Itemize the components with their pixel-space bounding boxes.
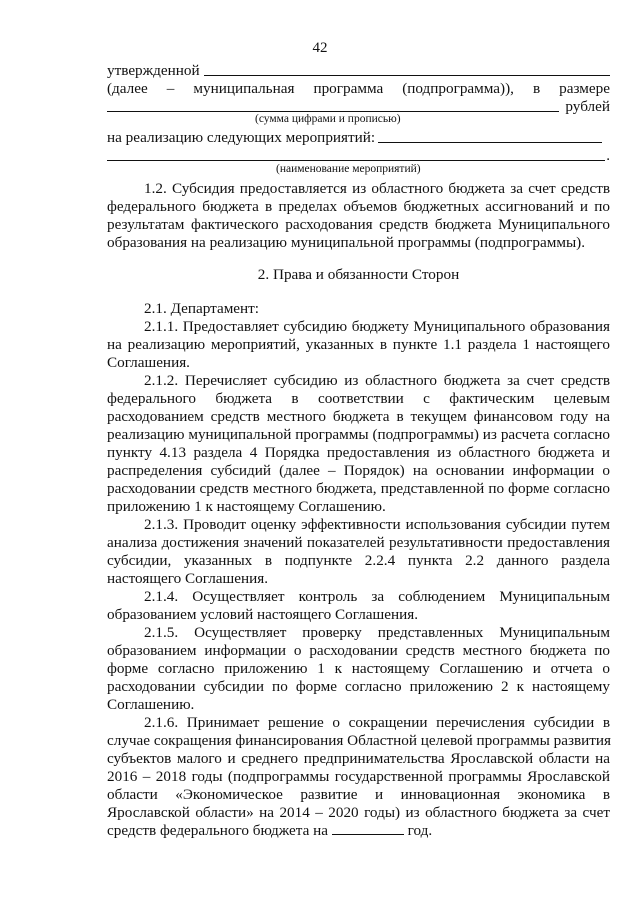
para-2-1-5-line-2: образованием информации о расходовании средств местного бюджета по (107, 642, 610, 659)
para-2-1-6-line-3: субъектов малого и среднего предпринимательства Ярославской области на (107, 750, 610, 767)
para-2-1-5-line-5: Соглашению. (107, 696, 195, 713)
para-2-1-6-line-7 (107, 822, 610, 839)
para-2-1-6-line-1: 2.1.6. Принимает решение о сокращении перечисления субсидии в (144, 714, 610, 731)
para-2-1-2-line-1: 2.1.2. Перечисляет субсидию из областного бюджета за счет средств (144, 372, 610, 389)
para-1-2-line-2: федерального бюджета в пределах объемов бюджетных ассигнований и по (107, 198, 610, 215)
events-label: на реализацию следующих мероприятий: (107, 129, 376, 146)
para-2-1-6-line-5: области «Экономическое развитие и инновационная экономика в (107, 786, 610, 803)
page-number: 42 (312, 40, 328, 56)
approved-label: утвержденной (107, 62, 200, 79)
hereinafter-word-2: – (166, 80, 175, 97)
para-2-1-3-line-1: 2.1.3. Проводит оценку эффективности использования субсидии путем (144, 516, 610, 533)
events-line-end (107, 147, 610, 164)
amount-caption: (сумма цифрами и прописью) (255, 113, 401, 125)
events-period: . (606, 147, 610, 164)
approved-line (107, 62, 610, 79)
events-caption: (наименование мероприятий) (276, 163, 421, 175)
program-name-blank (204, 75, 610, 76)
para-2-1-2-line-8: приложению 1 к настоящему Соглашению. (107, 498, 386, 515)
hereinafter-word-6: в (532, 80, 541, 97)
para-1-2-line-4: образования на реализацию муниципальной программы (подпрограммы). (107, 234, 586, 251)
year-blank (332, 822, 404, 835)
events-line (107, 129, 610, 146)
hereinafter-word-3: муниципальная (193, 80, 295, 97)
para-2-1-2-line-5: пункту 4.13 раздела 4 Порядка предоставления из областного бюджета и (107, 444, 610, 461)
para-1-2-line-3: результатам фактического расходования средств бюджета Муниципального (107, 216, 610, 233)
para-2-1-6-line-4: 2016 – 2018 годы (подпрограммы государственной программы Ярославской (107, 768, 610, 785)
para-2-1-3-line-2: анализа достижения значений показателей результативности предоставления (107, 534, 610, 551)
section-2-title: 2. Права и обязанности Сторон (257, 266, 460, 283)
para-2-1-2-line-6: распределения субсидий (далее – Порядок) на основании информации о (107, 462, 610, 479)
para-2-1-1-line-1: 2.1.1. Предоставляет субсидию бюджету Муниципального образования (144, 318, 610, 335)
para-2-1-6-last-end: год. (407, 822, 433, 839)
para-2-1-3-line-4: настоящего Соглашения. (107, 570, 268, 587)
para-2-1-2-line-7: расходовании средств местного бюджета, представленной по форме согласно (107, 480, 610, 497)
hereinafter-word-4: программа (313, 80, 384, 97)
para-2-1-1-line-3: Соглашения. (107, 354, 190, 371)
para-2-1-6-line-2: случае сокращения финансирования Областной целевой программы развития (107, 732, 612, 749)
hereinafter-word-5: (подпрограмма)), (402, 80, 514, 97)
para-2-1-6-last-start: средств федерального бюджета на (107, 822, 329, 839)
para-2-1-5-line-3: форме согласно приложению 1 к настоящему Соглашению и отчета о (107, 660, 610, 677)
para-2-1-4-line-1: 2.1.4. Осуществляет контроль за соблюдением Муниципальным (144, 588, 610, 605)
hereinafter-line (107, 80, 610, 97)
para-2-1-2-line-4: реализацию муниципальной программы (подпрограммы) из расчета согласно (107, 426, 610, 443)
para-2-1-4-line-2: образованием условий настоящего Соглашения. (107, 606, 418, 623)
rubles-label: рублей (565, 98, 610, 115)
hereinafter-word-1: (далее (107, 80, 148, 97)
para-2-1-1-line-2: на реализацию мероприятий, указанных в пункте 1.1 раздела 1 настоящего (107, 336, 610, 353)
para-1-2-line-1: 1.2. Субсидия предоставляется из областного бюджета за счет средств (144, 180, 610, 197)
para-2-1: 2.1. Департамент: (144, 300, 260, 317)
para-2-1-5-line-1: 2.1.5. Осуществляет проверку представленных Муниципальным (144, 624, 610, 641)
events-blank-1 (378, 142, 602, 143)
para-2-1-5-line-4: расходовании субсидии по форме согласно приложению 2 к настоящему (107, 678, 610, 695)
para-2-1-2-line-2: федерального бюджета в соответствии с фактическим целевым (107, 390, 610, 407)
para-2-1-3-line-3: субсидии, указанных в подпункте 2.2.4 пункта 2.2 данного раздела (107, 552, 610, 569)
hereinafter-word-7: размере (559, 80, 610, 97)
para-2-1-6-line-6: Ярославской области» на 2014 – 2020 годы) из областного бюджета за счет (107, 804, 610, 821)
para-2-1-2-line-3: расходованием средств местного бюджета в текущем финансовом году на (107, 408, 610, 425)
